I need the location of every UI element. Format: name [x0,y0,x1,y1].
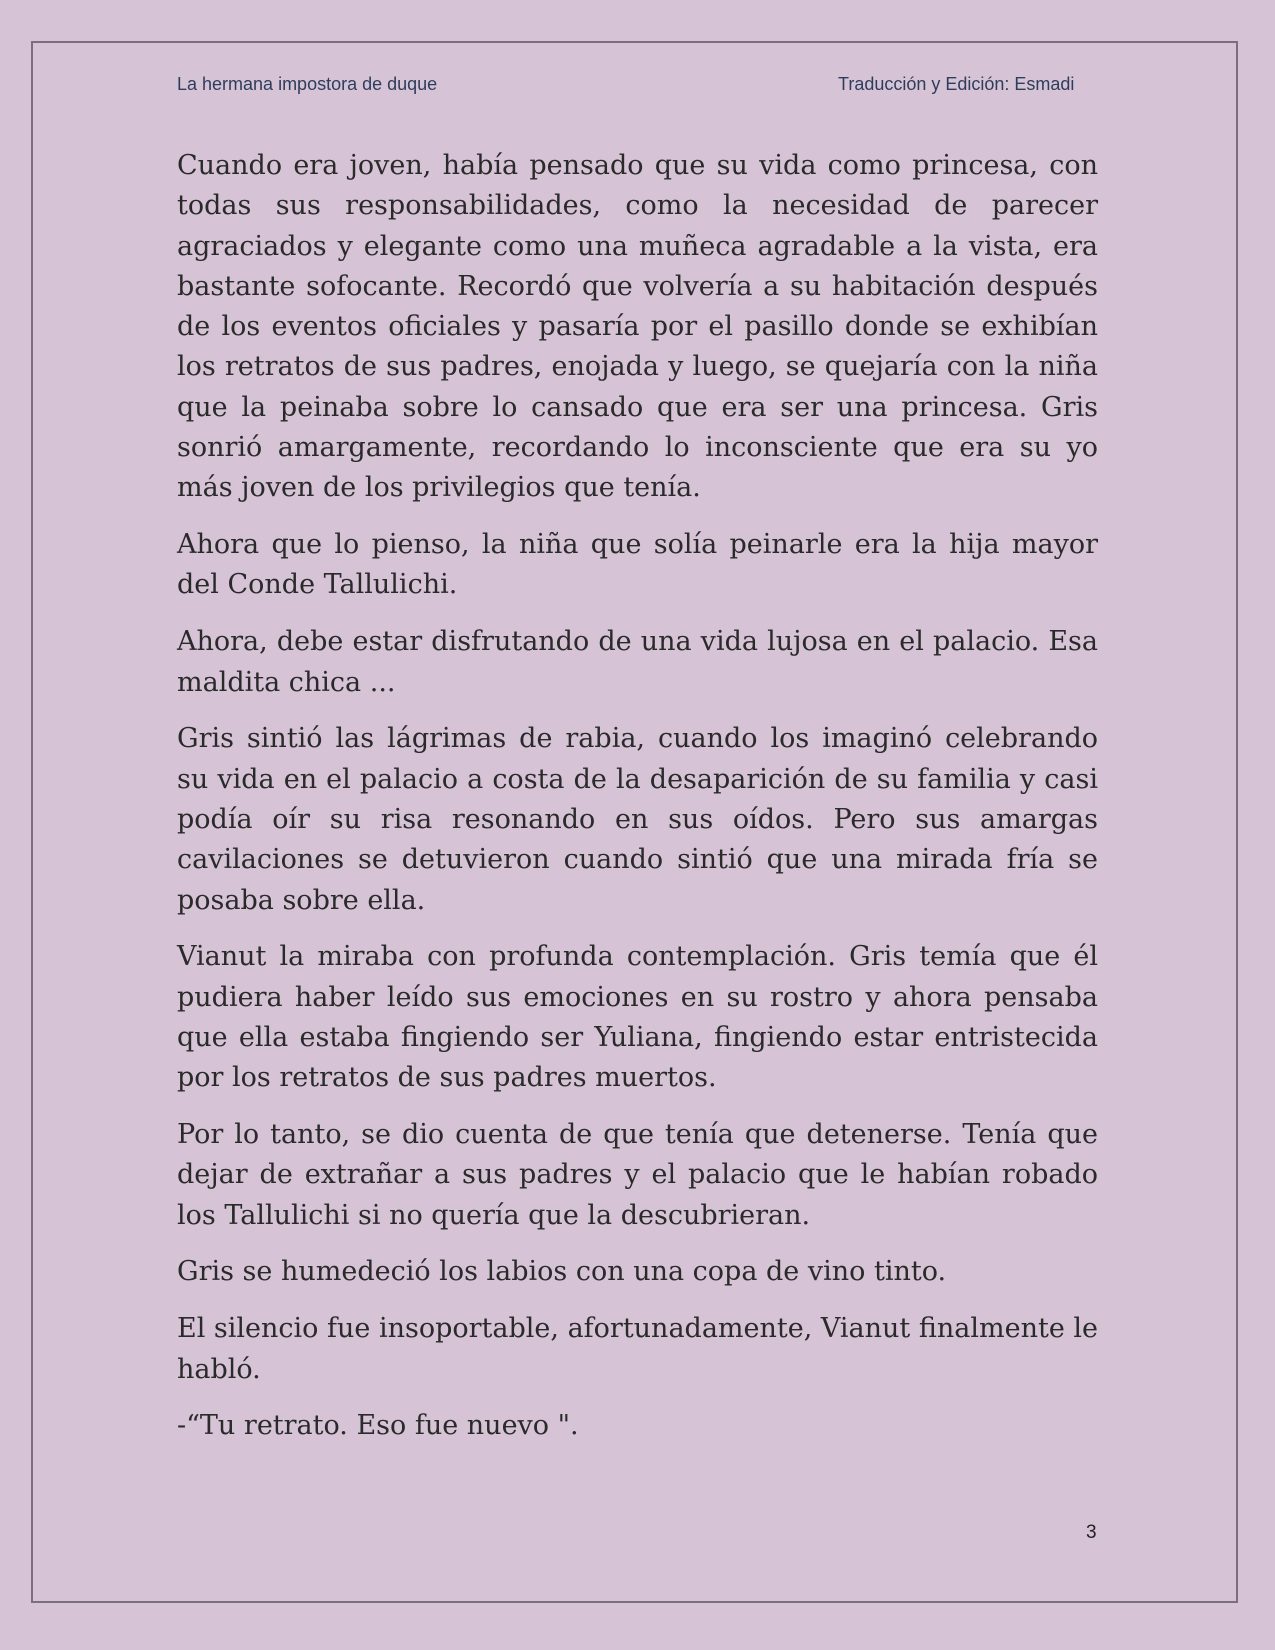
page-number: 3 [1086,1522,1097,1543]
paragraph: Cuando era joven, había pensado que su vida como princesa, con todas sus responsabilidades, como la necesidad de parecer agraciados y elegante como una muñeca agradable a la vista, era bastante sofocante. Recordó que volvería a su habitación después de los eventos oficiales y pasaría por el pasillo donde se exhibían los retratos de sus padres, enojada y luego, se quejaría con la niña que la peinaba sobre lo cansado que era ser una princesa. Gris sonrió amargamente, recordando lo inconsciente que era su yo más joven de los privilegios que tenía. [177,150,1098,504]
paragraph: El silencio fue insoportable, afortunadamente, Vianut finalmente le habló. [177,1313,1098,1385]
header-book-title: La hermana impostora de duque [177,74,438,94]
paragraph: Por lo tanto, se dio cuenta de que tenía que detenerse. Tenía que dejar de extrañar a sus padres y el palacio que le habían robado los Tallulichi si no quería que la descubrieran. [177,1119,1098,1231]
paragraph: Vianut la miraba con profunda contemplación. Gris temía que él pudiera haber leído sus emociones en su rostro y ahora pensaba que ella estaba fingiendo ser Yuliana, fingiendo estar entristecida por los retratos de sus padres muertos. [177,941,1098,1094]
chapter-body [177,146,1098,1463]
paragraph: Ahora, debe estar disfrutando de una vida lujosa en el palacio. Esa maldita chica ... [177,626,1098,698]
header-translation-credit: Traducción y Edición: Esmadi [838,74,1075,94]
paragraph: Gris sintió las lágrimas de rabia, cuando los imaginó celebrando su vida en el palacio a costa de la desaparición de su familia y casi podía oír su risa resonando en sus oídos. Pero sus amargas cavilaciones se detuvieron cuando sintió que una mirada fría se posaba sobre ella. [177,723,1098,916]
paragraph: Ahora que lo pienso, la niña que solía peinarle era la hija mayor del Conde Tallulichi. [177,529,1098,601]
paragraph: -“Tu retrato. Eso fue nuevo ". [177,1410,579,1442]
paragraph: Gris se humedeció los labios con una copa de vino tinto. [177,1256,947,1288]
